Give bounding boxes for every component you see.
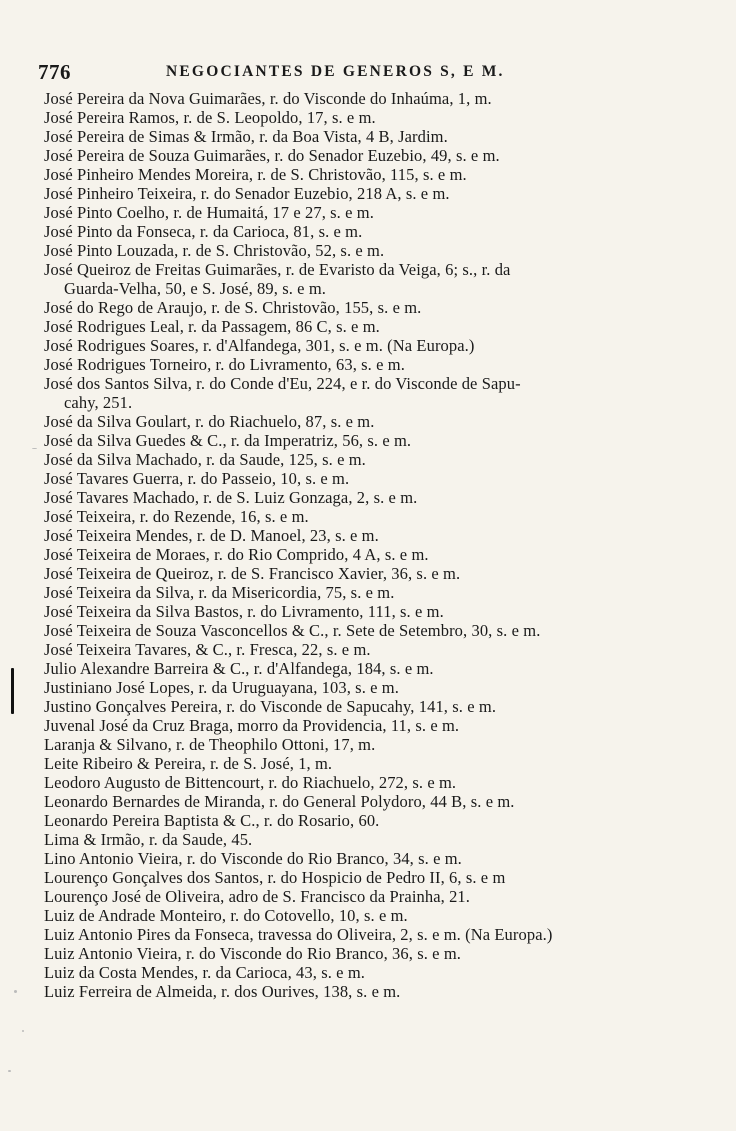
- entry-line: José dos Santos Silva, r. do Conde d'Eu, 224, e r. do Visconde de Sapu-: [44, 374, 521, 393]
- directory-entry: Justino Gonçalves Pereira, r. do Visconde de Sapucahy, 141, s. e m.: [44, 697, 497, 716]
- directory-entry: José Teixeira de Souza Vasconcellos & C., r. Sete de Setembro, 30, s. e m.: [44, 621, 541, 640]
- directory-entry: Luiz Antonio Pires da Fonseca, travessa do Oliveira, 2, s. e m. (Na Europa.): [44, 925, 553, 944]
- entry-continuation-line: cahy, 251.: [64, 393, 133, 412]
- directory-entry: José Pereira de Souza Guimarães, r. do Senador Euzebio, 49, s. e m.: [44, 146, 500, 165]
- directory-entry: José da Silva Goulart, r. do Riachuelo, 87, s. e m.: [44, 412, 375, 431]
- paper-speck: [22, 1030, 24, 1032]
- directory-entry: José Pereira de Simas & Irmão, r. da Boa Vista, 4 B, Jardim.: [44, 127, 448, 146]
- directory-entry: Leite Ribeiro & Pereira, r. de S. José, 1, m.: [44, 754, 333, 773]
- directory-entry: José Teixeira de Queiroz, r. de S. Francisco Xavier, 36, s. e m.: [44, 564, 461, 583]
- directory-entry: José Rodrigues Torneiro, r. do Livramento, 63, s. e m.: [44, 355, 405, 374]
- directory-entry: José Teixeira da Silva, r. da Misericordia, 75, s. e m.: [44, 583, 395, 602]
- directory-entry: Leonardo Bernardes de Miranda, r. do General Polydoro, 44 B, s. e m.: [44, 792, 515, 811]
- paper-speck: [8, 1070, 11, 1072]
- margin-mark: [11, 668, 14, 714]
- directory-entry: Lima & Irmão, r. da Saude, 45.: [44, 830, 253, 849]
- directory-entry: Luiz da Costa Mendes, r. da Carioca, 43, s. e m.: [44, 963, 365, 982]
- directory-entry: José Pinheiro Mendes Moreira, r. de S. Christovão, 115, s. e m.: [44, 165, 467, 184]
- directory-entry: [44, 374, 714, 412]
- directory-entry: José Pinto Louzada, r. de S. Christovão, 52, s. e m.: [44, 241, 385, 260]
- directory-entry: José Rodrigues Leal, r. da Passagem, 86 C, s. e m.: [44, 317, 380, 336]
- page-header: [38, 60, 638, 86]
- page-number: 776: [38, 60, 71, 84]
- directory-entry: José Teixeira Mendes, r. de D. Manoel, 23, s. e m.: [44, 526, 379, 545]
- directory-entry: Juvenal José da Cruz Braga, morro da Providencia, 11, s. e m.: [44, 716, 460, 735]
- directory-entry: José da Silva Machado, r. da Saude, 125, s. e m.: [44, 450, 366, 469]
- directory-entry: José Teixeira Tavares, & C., r. Fresca, 22, s. e m.: [44, 640, 371, 659]
- directory-entry: José Teixeira de Moraes, r. do Rio Comprido, 4 A, s. e m.: [44, 545, 429, 564]
- directory-entry: Luiz de Andrade Monteiro, r. do Cotovello, 10, s. e m.: [44, 906, 408, 925]
- directory-entry: [44, 260, 714, 298]
- directory-entry: Lourenço Gonçalves dos Santos, r. do Hospicio de Pedro II, 6, s. e m: [44, 868, 506, 887]
- directory-entry: Julio Alexandre Barreira & C., r. d'Alfandega, 184, s. e m.: [44, 659, 434, 678]
- directory-entry: José Pinto Coelho, r. de Humaitá, 17 e 27, s. e m.: [44, 203, 374, 222]
- directory-entry: Justiniano José Lopes, r. da Uruguayana, 103, s. e m.: [44, 678, 399, 697]
- directory-entries: [44, 89, 714, 1001]
- paper-speck: [14, 990, 17, 993]
- directory-entry: José Tavares Guerra, r. do Passeio, 10, s. e m.: [44, 469, 350, 488]
- paper-speck: [32, 448, 37, 449]
- entry-continuation-line: Guarda-Velha, 50, e S. José, 89, s. e m.: [64, 279, 326, 298]
- directory-entry: Lino Antonio Vieira, r. do Visconde do Rio Branco, 34, s. e m.: [44, 849, 462, 868]
- directory-entry: José do Rego de Araujo, r. de S. Christovão, 155, s. e m.: [44, 298, 422, 317]
- directory-entry: Lourenço José de Oliveira, adro de S. Francisco da Prainha, 21.: [44, 887, 471, 906]
- directory-entry: José Pinheiro Teixeira, r. do Senador Euzebio, 218 A, s. e m.: [44, 184, 450, 203]
- directory-entry: José Pinto da Fonseca, r. da Carioca, 81, s. e m.: [44, 222, 363, 241]
- directory-entry: Luiz Antonio Vieira, r. do Visconde do Rio Branco, 36, s. e m.: [44, 944, 461, 963]
- running-head: NEGOCIANTES DE GENEROS S, E M.: [166, 63, 505, 80]
- directory-entry: José Teixeira da Silva Bastos, r. do Livramento, 111, s. e m.: [44, 602, 444, 621]
- directory-entry: José Pereira Ramos, r. de S. Leopoldo, 17, s. e m.: [44, 108, 376, 127]
- directory-entry: José da Silva Guedes & C., r. da Imperatriz, 56, s. e m.: [44, 431, 412, 450]
- directory-entry: José Pereira da Nova Guimarães, r. do Visconde do Inhaúma, 1, m.: [44, 89, 492, 108]
- directory-entry: José Tavares Machado, r. de S. Luiz Gonzaga, 2, s. e m.: [44, 488, 418, 507]
- directory-entry: Luiz Ferreira de Almeida, r. dos Ourives, 138, s. e m.: [44, 982, 401, 1001]
- directory-entry: José Rodrigues Soares, r. d'Alfandega, 301, s. e m. (Na Europa.): [44, 336, 475, 355]
- entry-line: José Queiroz de Freitas Guimarães, r. de Evaristo da Veiga, 6; s., r. da: [44, 260, 511, 279]
- directory-entry: José Teixeira, r. do Rezende, 16, s. e m.: [44, 507, 309, 526]
- directory-entry: Leodoro Augusto de Bittencourt, r. do Riachuelo, 272, s. e m.: [44, 773, 457, 792]
- directory-entry: Laranja & Silvano, r. de Theophilo Ottoni, 17, m.: [44, 735, 376, 754]
- directory-entry: Leonardo Pereira Baptista & C., r. do Rosario, 60.: [44, 811, 380, 830]
